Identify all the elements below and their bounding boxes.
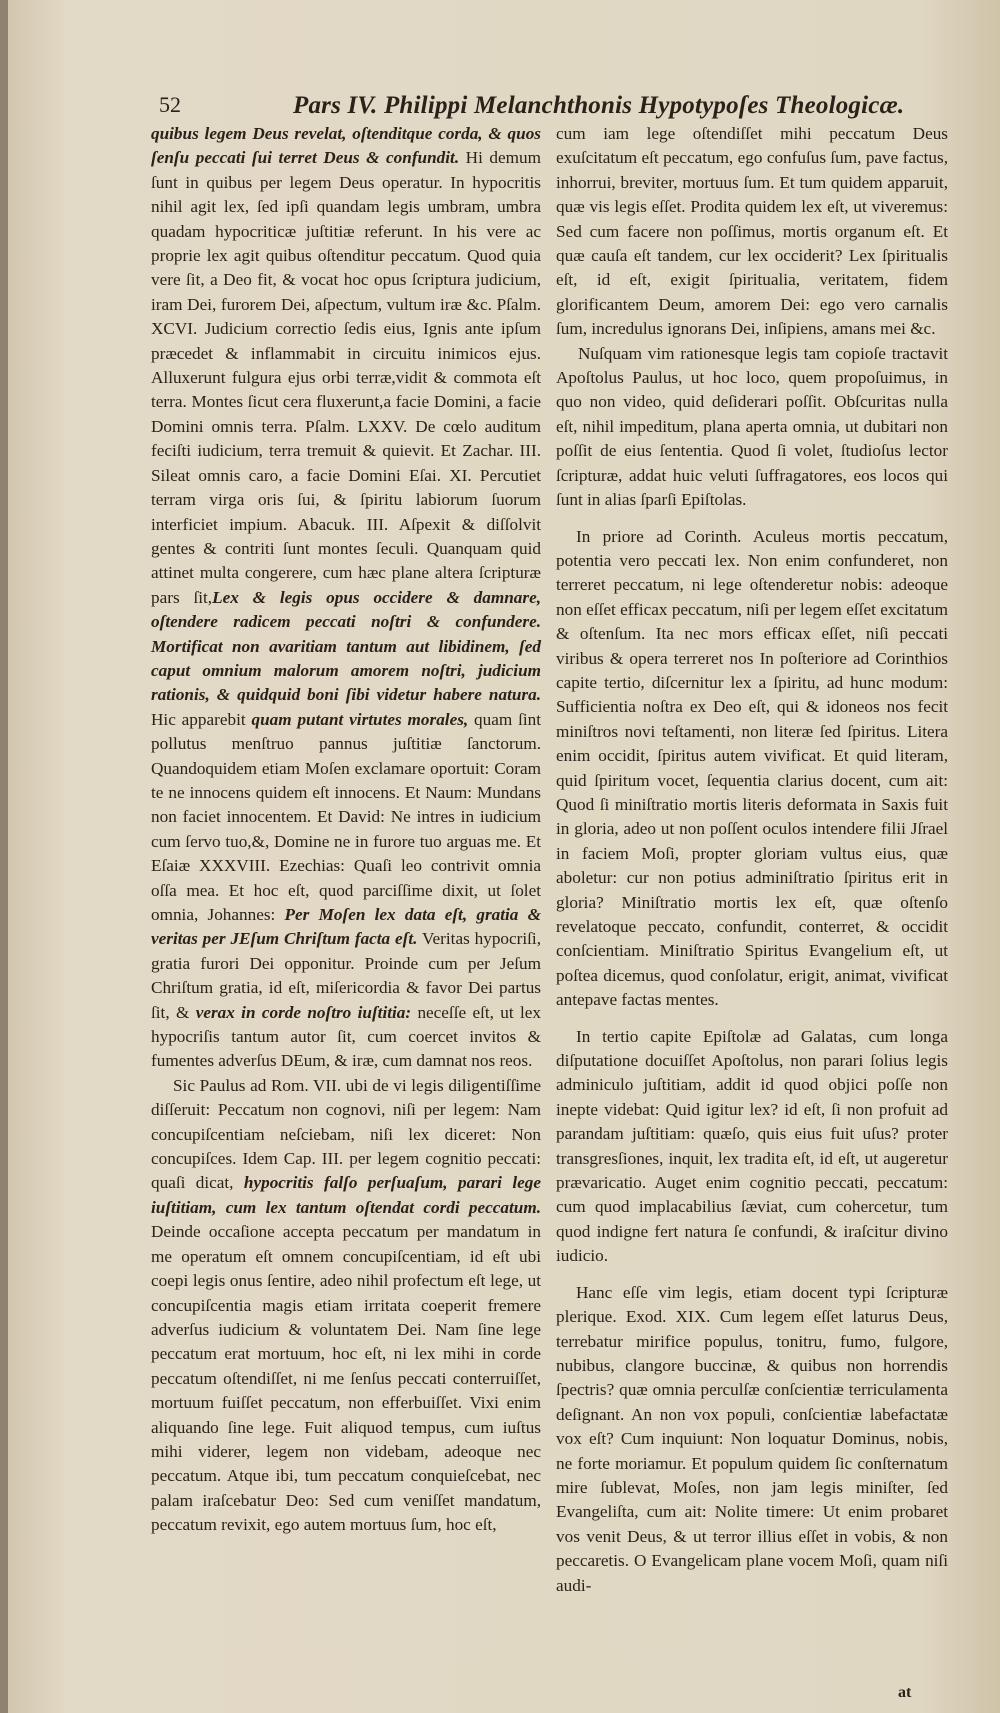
- left-paragraph-1: [151, 122, 541, 1074]
- right-paragraph-1: cum iam lege oſtendiſſet mihi peccatum Deus exuſcitatum eſt peccatum, ego confuſus ſum, pave factus, inhorrui, breviter, mortuus ſum. Et tum quidem apparuit, quæ vis legis eſſet. Prodita quidem lex eſt, ut viveremus: Sed cum facere non poſſimus, mortis organum eſt. Et quæ cauſa eſt tandem, cur lex occiderit? Lex ſpiritualis eſt, id eſt, exigit ſpiritualia, veritatem, fidem glorificantem Deum, amorem Dei: ego vero carnalis ſum, incredulus ignorans Dei, inſipiens, amans mei &c.: [556, 124, 948, 339]
- body-text: Veritas hypocriſi, gratia furori Dei opponitur. Proinde cum per Jeſum Chriſtum gratia, id eſt, miſericordia & favor Dei partus ſit, &: [151, 929, 541, 1022]
- body-text: Hic apparebit: [151, 709, 252, 729]
- body-text: neceſſe eſt, ut lex hypocriſis tantum autor ſit, cum coercet invitos & fumentes adverſus DEum, & iræ, cum damnat nos reos.: [151, 1002, 541, 1071]
- book-page: [8, 0, 1000, 1713]
- catchword: at: [898, 1684, 912, 1701]
- running-title: Pars IV. Philippi Melanchthonis Hypotypoſes Theologicæ.: [293, 92, 905, 119]
- italic-phrase: Per Moſen lex data eſt, gratia & veritas per JEſum Chriſtum facta eſt.: [151, 905, 541, 949]
- right-paragraph-2: Nuſquam vim rationesque legis tam copioſe tractavit Apoſtolus Paulus, ut hoc loco, quem propoſuimus, in quo non video, quid deſiderari poſſit. Obſcuritas nulla eſt, nihil impeditum, plana aperta omnia, ut dubitari non poſſit de eius ſententia. Quod ſi volet, ſtudioſus lector ſcripturæ, addat huic veluti ſuffragatores, eos locos qui ſunt in alias ſparſi Epiſtolas.: [556, 343, 948, 510]
- right-column: [556, 122, 948, 1598]
- italic-phrase: quibus legem Deus revelat, oſtenditque corda, & quos ſenſu peccati ſui terret Deus & confundit.: [151, 124, 541, 168]
- left-paragraph-2: [151, 1074, 541, 1538]
- italic-phrase: hypocritis falſo perſuaſum, parari lege iuſtitiam, cum lex tantum oſtendat cordi peccatum.: [151, 1173, 541, 1217]
- page-number: 52: [159, 92, 181, 117]
- italic-phrase: Lex & legis opus occidere & damnare, oſtendere radicem peccati noſtri & confundere. Mortificat non avaritiam tantum aut libidinem, ſed caput omnium malorum amorem noſtri, judicium rationis, & quidquid boni ſibi videtur habere natura.: [151, 587, 541, 705]
- italic-phrase: quam putant virtutes morales,: [251, 709, 469, 729]
- body-text: quam ſint pollutus menſtruo pannus juſtitiæ ſanctorum. Quandoquidem etiam Moſen exclamare oportuit: Coram te ne innocens quidem eſt innocens. Et Naum: Mundans non faciet innocentem. Et David: Ne intres in iudicium cum ſervo tuo,&, Domine ne in furore tuo arguas me. Et Eſaiæ XXXVIII. Ezechias: Quaſi leo contrivit omnia oſſa mea. Et hoc eſt, quod parciſſime dixit, ut ſolet omnia, Johannes:: [151, 709, 542, 924]
- body-text: Hi demum ſunt in quibus per legem Deus operatur. In hypocritis nihil agit lex, ſed ipſi quandam legis umbram, umbra quadam hypocriticæ juſtitiæ referunt. In his vere ac proprie lex agit quibus oſtenditur peccatum. Quod quia vere ſit, a Deo fit, & vocat hoc opus ſcriptura judicium, iram Dei, furorem Dei, aſpectum, vultum iræ &c. Pſalm. XCVI. Judicium correctio ſedis eius, Ignis ante ipſum præcedet & inflammabit in circuitu inimicos ejus. Alluxerunt fulgura ejus orbi terræ,vidit & commota eſt terra. Montes ſicut cera fluxerunt,a facie Domini, a facie Domini omnis terra. Pſalm. LXXV. De cœlo auditum feciſti iudicium, terra tremuit & quievit. Et Zachar. III. Sileat omnis caro, a facie Domini Eſai. XI. Percutiet terram virga oris ſui, & ſpiritu labiorum ſuorum interficiet impium. Abacuk. III. Aſpexit & diſſolvit gentes & contriti ſunt montes ſeculi. Quanquam quid attinet multa congerere, cum hæc plane altera ſcripturæ pars ſit,: [151, 148, 541, 607]
- left-column: [151, 122, 541, 1538]
- right-paragraph-5: Hanc eſſe vim legis, etiam docent typi ſcripturæ plerique. Exod. XIX. Cum legem eſſet laturus Deus, terrebatur mirifice populus, tonitru, fumo, fulgore, nubibus, clangore buccinæ, & quibus non horrendis ſpectris? quæ omnia perculſæ conſcientiæ terriculamenta deſignant. An non vox populi, conſcientiæ labefactatæ vox eſt? Cum inquiunt: Non loquatur Dominus, nobis, ne forte moriamur. Et populum quidem ſic conſternatum mire ſublevat, Moſes, non jam legis miniſter, ſed Evangeliſta, cum ait: Nolite timere: Ut enim probaret vos venit Deus, & ut terror illius eſſet in vobis, & non peccaretis. O Evangelicam plane vocem Moſi, quam niſi audi-: [556, 1282, 948, 1595]
- right-paragraph-4: In tertio capite Epiſtolæ ad Galatas, cum longa diſputatione docuiſſet Apoſtolus, non parari ſolius legis adminiculo juſtitiam, addit id quod objici poſſe non inepte videbat: Quid igitur lex? id eſt, ſi non profuit ad parandam juſtitiam: quæſo, quis eius fuit uſus? proter transgresſiones, inquit, lex tradita eſt, id eſt, ut augeretur prævaricatio. Auget enim cognitio peccati, peccatum: cum quod implacabilius ſæviat, cum cohercetur, tum quod indigne fert natura ſe confundi, & iraſcitur divino iudicio.: [556, 1026, 948, 1266]
- body-text: Sic Paulus ad Rom. VII. ubi de vi legis diligentiſſime diſſeruit: Peccatum non cognovi, niſi per legem: Nam concupiſcentiam neſciebam, niſi lex diceret: Non concupiſces. Idem Cap. III. per legem cognitio peccati: quaſi dicat,: [151, 1075, 541, 1193]
- body-text: Deinde occaſione accepta peccatum per mandatum in me operatum eſt omnem concupiſcentiam, id eſt ubi coepi legis onus ſentire, adeo nihil profectum eſt lege, ut concupiſcentia magis etiam irritata coeperit fremere adverſus iudicium & voluntatem Dei. Nam ſine lege peccatum erat mortuum, hoc eſt, ni lex mihi in corde peccatum oſtendiſſet, ni me ſenſus peccati conterruiſſet, mortuum fuiſſet peccatum, non efferbuiſſet. Vixi enim aliquando ſine lege. Fuit aliquod tempus, cum iuſtus mihi viderer, legem non videbam, adeoque nec peccatum. Atque ibi, tum peccatum conquieſcebat, nec palam iraſcebatur Deo: Sed cum veniſſet mandatum, peccatum revixit, ego autem mortuus ſum, hoc eſt,: [151, 1222, 541, 1535]
- right-paragraph-3: In priore ad Corinth. Aculeus mortis peccatum, potentia vero peccati lex. Non enim confunderet, non terreret peccatum, ni lege oſtenderetur nobis: adeoque non eſſet efficax peccatum, niſi per legem eſſet excitatum & oſtenſum. Ita nec mors efficax eſſet, niſi peccati viribus & opera terreret nos In poſteriore ad Corinthios capite tertio, diſcernitur lex a ſpiritu, ad hunc modum: Sufficientia noſtra ex Deo eſt, qui & idoneos nos fecit miniſtros novi teſtamenti, non literæ ſed ſpiritus. Litera enim occidit, ſpiritus autem vivificat. Et quid literam, quid ſpiritum vocet, ſequentia clarius docent, cum ait: Quod ſi miniſtratio mortis literis deformata in Saxis fuit in gloria, adeo ut non poſſent oculos intendere filii Jſrael in faciem Moſi, propter gloriam vultus eius, quæ aboletur: cur non potius adminiſtratio ſpiritus erit in gloria? Miniſtratio mortis lex eſt, quæ oſtenſo revelatoque peccato, confundit, conterret, & occidit conſcientiam. Miniſtratio Spiritus Evangelium eſt, ut poſtea dicemus, quod conſolatur, erigit, animat, vivificat antepave factas mentes.: [556, 526, 948, 1010]
- italic-phrase: verax in corde noſtro iuſtitia:: [195, 1002, 412, 1022]
